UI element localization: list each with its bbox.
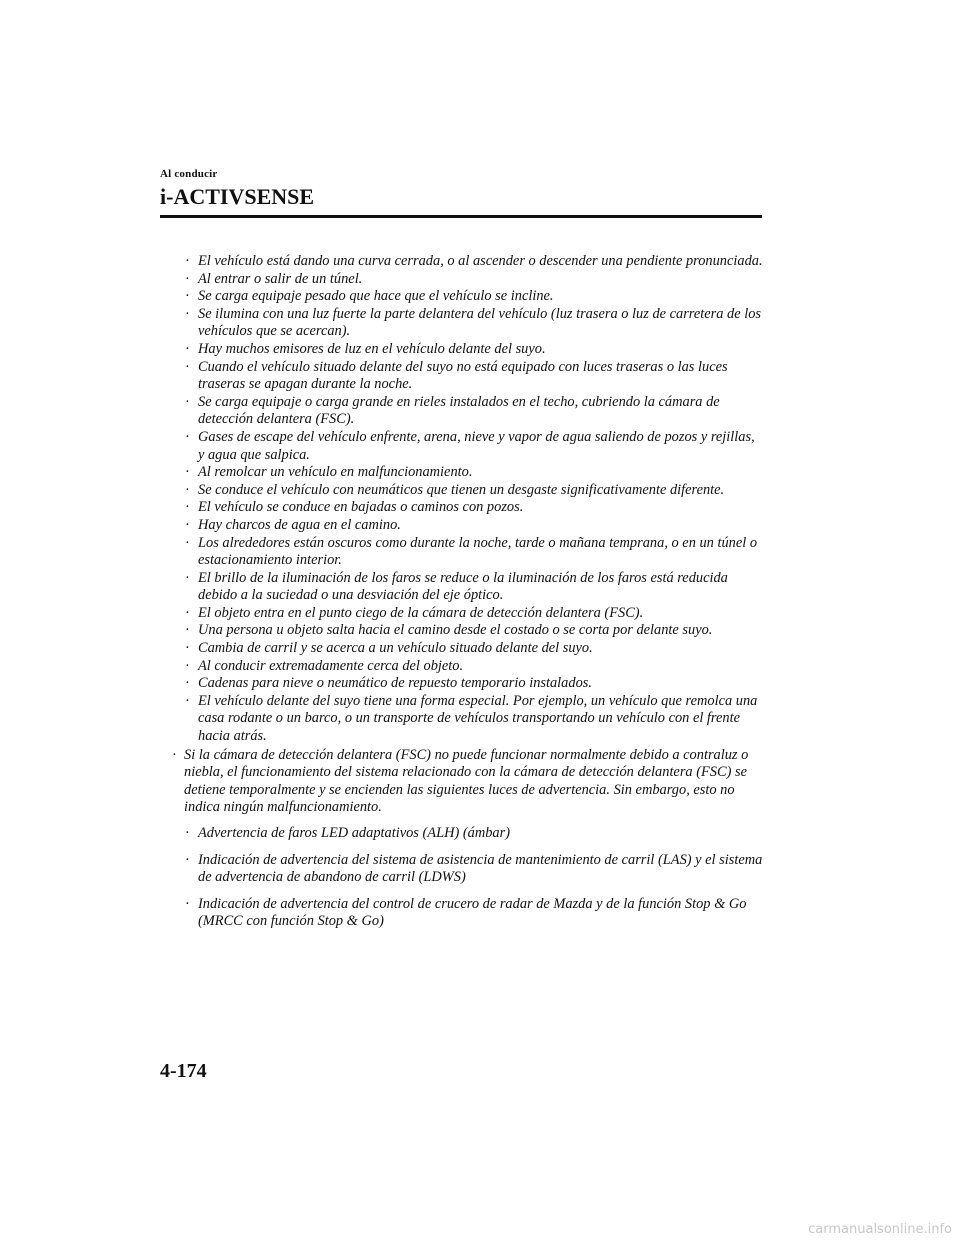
list-item-text: Cambia de carril y se acerca a un vehículo situado delante del suyo. xyxy=(198,640,593,657)
bullet-icon: · xyxy=(185,499,190,516)
list-item-text: Cadenas para nieve o neumático de repuesto temporario instalados. xyxy=(198,675,592,692)
bullet-icon: · xyxy=(185,569,190,586)
list-item xyxy=(172,640,764,658)
list-item-text: Se ilumina con una luz fuerte la parte delantera del vehículo (luz trasera o luz de carretera de los vehículos que se acercan). xyxy=(198,305,762,340)
list-item-text: Se conduce el vehículo con neumáticos que tienen un desgaste significativamente diferente. xyxy=(198,481,725,498)
condition-list xyxy=(172,253,764,746)
list-item-text: El vehículo delante del suyo tiene una forma especial. Por ejemplo, un vehículo que remolca una casa rodante o un barco, o un transporte de vehículos transportando un vehículo con el frente hacia atrás. xyxy=(198,692,758,745)
bullet-icon: · xyxy=(185,253,190,269)
list-item-text: Indicación de advertencia del control de crucero de radar de Mazda y de la función Stop & Go (MRCC con función Stop & Go) xyxy=(198,895,747,930)
list-item xyxy=(172,482,764,500)
bullet-icon: · xyxy=(185,604,190,621)
bullet-icon: · xyxy=(185,657,190,674)
list-item xyxy=(172,605,764,623)
list-item-text: Al entrar o salir de un túnel. xyxy=(198,270,363,287)
bullet-icon: · xyxy=(185,675,190,692)
list-item xyxy=(172,693,764,746)
warning-list xyxy=(172,825,764,931)
list-item-text: Se carga equipaje pesado que hace que el vehículo se incline. xyxy=(198,288,554,305)
bullet-icon: · xyxy=(185,640,190,657)
bullet-icon: · xyxy=(185,305,190,322)
list-item-text: Cuando el vehículo situado delante del suyo no está equipado con luces traseras o las luces traseras se apagan durante la noche. xyxy=(198,358,728,393)
list-item xyxy=(172,499,764,517)
list-item xyxy=(172,570,764,605)
main-bullet-item xyxy=(172,747,764,817)
watermark: carmanualsonline.info xyxy=(808,1222,952,1237)
list-item-text: Hay muchos emisores de luz en el vehículo delante del suyo. xyxy=(198,340,546,357)
list-item-text: Los alrededores están oscuros como durante la noche, tarde o mañana temprana, o en un túnel o estacionamiento interior. xyxy=(198,534,758,569)
list-item xyxy=(172,464,764,482)
list-item-text: Hay charcos de agua en el camino. xyxy=(198,516,401,533)
bullet-icon: · xyxy=(185,340,190,357)
bullet-icon: · xyxy=(185,851,190,868)
list-item xyxy=(172,429,764,464)
section-header xyxy=(160,168,218,180)
page-content xyxy=(172,253,764,940)
list-item xyxy=(172,288,764,306)
list-item xyxy=(172,517,764,535)
list-item-text: Una persona u objeto salta hacia el camino desde el costado o se corta por delante suyo. xyxy=(198,622,713,639)
bullet-icon: · xyxy=(185,895,190,912)
list-item-text: El objeto entra en el punto ciego de la cámara de detección delantera (FSC). xyxy=(198,604,644,621)
bullet-icon: · xyxy=(185,622,190,639)
list-item-text: Gases de escape del vehículo enfrente, arena, nieve y vapor de agua saliendo de pozos y rejillas, y agua que salpica. xyxy=(198,428,755,463)
main-bullet-text: Si la cámara de detección delantera (FSC) no puede funcionar normalmente debido a contraluz o niebla, el funcionamiento del sistema relacionado con la cámara de detección delantera (FSC) se detiene temporalmente y se encienden las siguientes luces de advertencia. Sin embargo, esto no indica ningún malfuncionamiento. xyxy=(184,746,749,816)
bullet-icon: · xyxy=(185,358,190,375)
page-title: i-ACTIVSENSE xyxy=(160,184,315,209)
bullet-icon: · xyxy=(185,516,190,533)
list-item-text: Se carga equipaje o carga grande en rieles instalados en el techo, cubriendo la cámara de detección delantera (FSC). xyxy=(198,393,720,428)
bullet-icon: · xyxy=(185,692,190,709)
bullet-icon: · xyxy=(185,288,190,305)
bullet-icon: · xyxy=(185,481,190,498)
list-item xyxy=(172,341,764,359)
bullet-icon: · xyxy=(185,825,190,841)
bullet-icon: · xyxy=(185,534,190,551)
bullet-icon: · xyxy=(185,393,190,410)
page-number: 4-174 xyxy=(160,1060,207,1082)
list-item xyxy=(172,535,764,570)
list-item-text: Al remolcar un vehículo en malfuncionamiento. xyxy=(198,464,473,481)
list-item xyxy=(172,852,764,887)
list-item xyxy=(172,658,764,676)
list-item-text: El vehículo se conduce en bajadas o caminos con pozos. xyxy=(198,499,524,516)
list-item xyxy=(172,622,764,640)
list-item xyxy=(172,896,764,931)
list-item-text: El vehículo está dando una curva cerrada, o al ascender o descender una pendiente pronunciada. xyxy=(198,253,763,269)
bullet-icon: · xyxy=(185,464,190,481)
list-item-text: Al conducir extremadamente cerca del objeto. xyxy=(198,657,464,674)
list-item-text: Advertencia de faros LED adaptativos (ALH) (ámbar) xyxy=(198,825,511,841)
list-item xyxy=(172,306,764,341)
list-item xyxy=(172,271,764,289)
bullet-icon: · xyxy=(185,428,190,445)
list-item xyxy=(172,825,764,843)
list-item xyxy=(172,394,764,429)
bullet-icon: · xyxy=(185,270,190,287)
bullet-icon: · xyxy=(172,746,177,763)
header-divider xyxy=(160,215,762,218)
list-item xyxy=(172,675,764,693)
list-item xyxy=(172,359,764,394)
list-item xyxy=(172,253,764,271)
list-item-text: El brillo de la iluminación de los faros se reduce o la iluminación de los faros está reducida debido a la suciedad o una desviación del eje óptico. xyxy=(198,569,728,604)
section-label: Al conducir xyxy=(160,168,218,180)
list-item-text: Indicación de advertencia del sistema de asistencia de mantenimiento de carril (LAS) y el sistema de advertencia de abandono de carril (LDWS) xyxy=(198,851,763,886)
